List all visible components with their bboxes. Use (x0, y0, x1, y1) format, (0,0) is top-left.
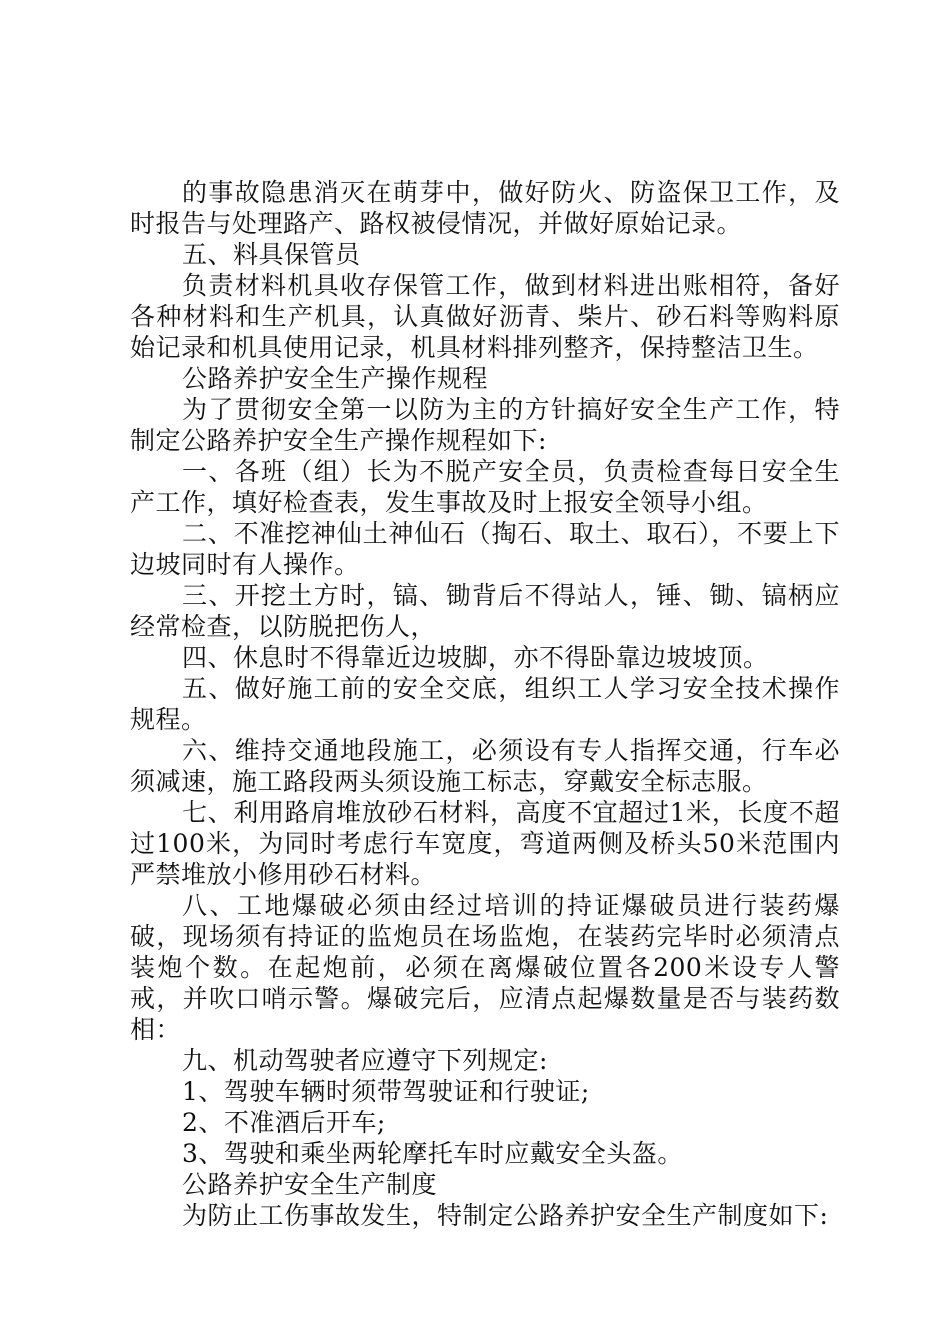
paragraph: 为防止工伤事故发生，特制定公路养护安全生产制度如下: (182, 1201, 829, 1230)
rule-item: 九、机动驾驶者应遵守下列规定: (182, 1046, 548, 1075)
section-heading: 公路养护安全生产制度 (182, 1170, 438, 1199)
rule-item: 一、各班（组）长为不脱产安全员，负责检查每日安全生产工作，填好检查表，发生事故及时上报安全领导小组。 (130, 457, 840, 517)
rule-item: 六、维持交通地段施工，必须设有专人指挥交通，行车必须减速，施工路段两头须设施工标志，穿戴安全标志服。 (130, 736, 840, 796)
section-heading: 五、料具保管员 (182, 240, 361, 269)
sub-rule-item: 3、驾驶和乘坐两轮摩托车时应戴安全头盔。 (182, 1139, 683, 1168)
paragraph: 为了贯彻安全第一以防为主的方针搞好安全生产工作，特制定公路养护安全生产操作规程如下: (130, 395, 840, 455)
paragraph: 负责材料机具收存保管工作，做到材料进出账相符，备好各种材料和生产机具，认真做好沥青、柴片、砂石料等购料原始记录和机具使用记录，机具材料排列整齐，保持整洁卫生。 (130, 271, 840, 362)
rule-item: 三、开挖土方时，镐、锄背后不得站人，锤、锄、镐柄应经常检查，以防脱把伤人， (130, 581, 840, 641)
rule-item: 二、不准挖神仙土神仙石（掏石、取土、取石），不要上下边坡同时有人操作。 (130, 519, 840, 579)
rule-item: 八、工地爆破必须由经过培训的持证爆破员进行装药爆破，现场须有持证的监炮员在场监炮，在装药完毕时必须清点装炮个数。在起炮前，必须在离爆破位置各200米设专人警戒，并吹口哨示警。爆破完后，应清点起爆数量是否与装药数相： (130, 891, 840, 1044)
document-body (130, 177, 840, 1231)
rule-item: 五、做好施工前的安全交底，组织工人学习安全技术操作规程。 (130, 674, 840, 734)
section-heading: 公路养护安全生产操作规程 (182, 364, 489, 393)
paragraph: 的事故隐患消灭在萌芽中，做好防火、防盗保卫工作，及时报告与处理路产、路权被侵情况，并做好原始记录。 (130, 178, 840, 238)
rule-item: 七、利用路肩堆放砂石材料，高度不宜超过1米，长度不超过100米，为同时考虑行车宽度，弯道两侧及桥头50米范围内严禁堆放小修用砂石材料。 (130, 798, 840, 889)
rule-item: 四、休息时不得靠近边坡脚，亦不得卧靠边坡坡顶。 (182, 643, 769, 672)
sub-rule-item: 2、不准酒后开车; (182, 1108, 386, 1137)
sub-rule-item: 1、驾驶车辆时须带驾驶证和行驶证; (182, 1077, 590, 1106)
